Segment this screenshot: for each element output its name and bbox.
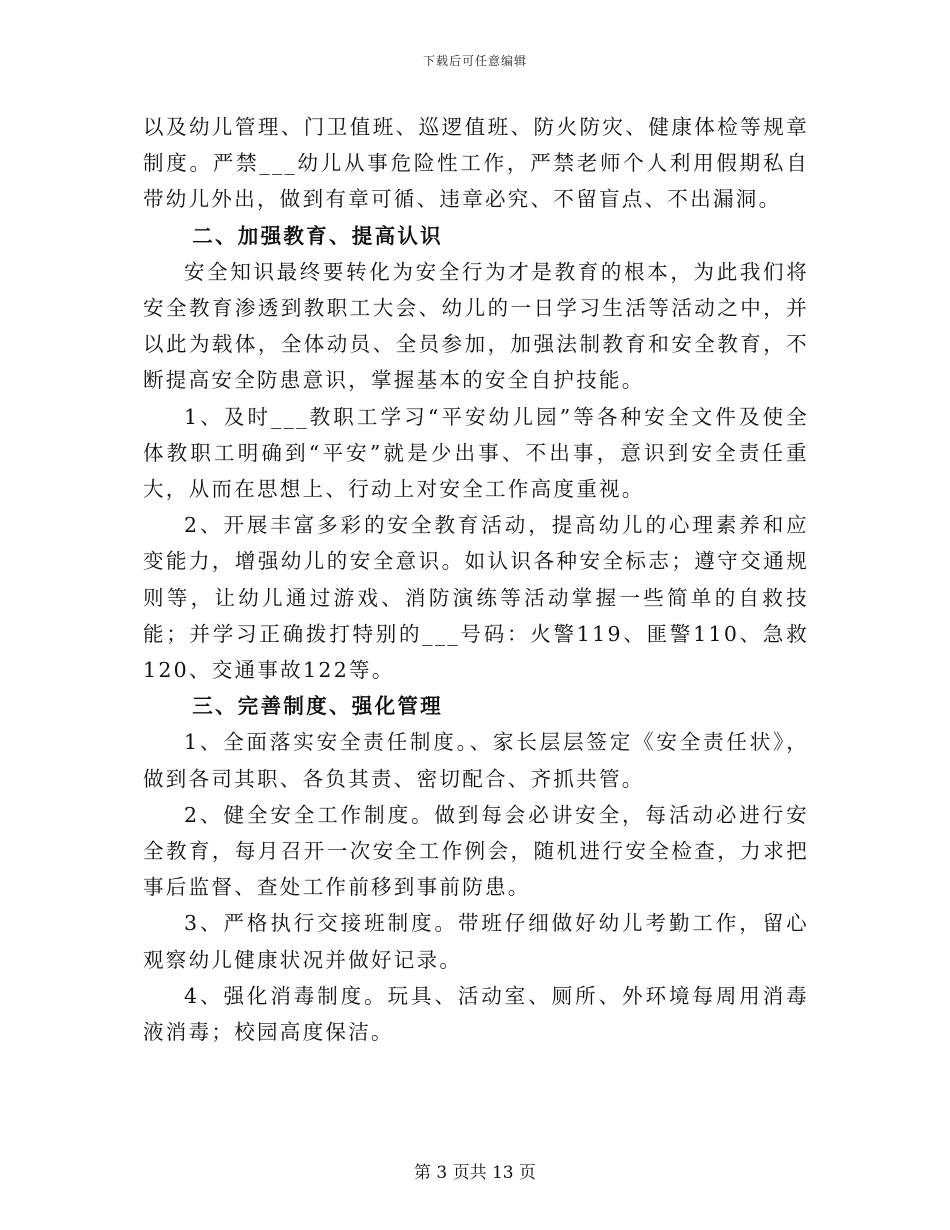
paragraph-item-4-disinfection: 4、强化消毒制度。玩具、活动室、厕所、外环境每周用消毒液消毒；校园高度保洁。	[143, 983, 809, 1045]
paragraph-item-3-shift-handover: 3、严格执行交接班制度。带班仔细做好幼儿考勤工作，留心观察幼儿健康状况并做好记录。	[143, 911, 809, 972]
section-heading-2: 二、加强教育、提高认识	[192, 223, 443, 248]
paragraph-item-1-responsibility: 1、全面落实安全责任制度。、家长层层签定《安全责任状》，做到各司其职、各负其责、密切配合、齐抓共管。	[143, 730, 809, 791]
paragraph-item-2-activities: 2、开展丰富多彩的安全教育活动，提高幼儿的心理素养和应变能力，增强幼儿的安全意识。如认识各种安全标志；遵守交通规则等，让幼儿通过游戏、消防演练等活动掌握一些简单的自救技能；并学习正确拨打特别的___号码：火警119、匪警110、急救120、交通事故122等。	[143, 513, 809, 683]
paragraph-safety-education: 安全知识最终要转化为安全行为才是教育的根本，为此我们将安全教育渗透到教职工大会、幼儿的一日学习生活等活动之中，并以此为载体，全体动员、全员参加，加强法制教育和安全教育，不断提高安全防患意识，掌握基本的安全自护技能。	[143, 259, 809, 393]
paragraph-item-1-staff-study: 1、及时___教职工学习“平安幼儿园”等各种安全文件及使全体教职工明确到“平安”就是少出事、不出事，意识到安全责任重大，从而在思想上、行动上对安全工作高度重视。	[143, 404, 809, 502]
paragraph-item-2-work-system: 2、健全安全工作制度。做到每会必讲安全，每活动必进行安全教育，每月召开一次安全工作例会，随机进行安全检查，力求把事后监督、查处工作前移到事前防患。	[143, 802, 809, 900]
section-heading-3: 三、完善制度、强化管理	[192, 694, 443, 719]
paragraph-continuation: 以及幼儿管理、门卫值班、巡逻值班、防火防灾、健康体检等规章制度。严禁___幼儿从事危险性工作，严禁老师个人利用假期私自带幼儿外出，做到有章可循、违章必究、不留盲点、不出漏洞。	[143, 115, 809, 212]
document-body	[143, 109, 809, 1050]
page-number-footer: 第 3 页共 13 页	[413, 1163, 537, 1183]
page-header: 下载后可任意编辑	[422, 54, 527, 68]
